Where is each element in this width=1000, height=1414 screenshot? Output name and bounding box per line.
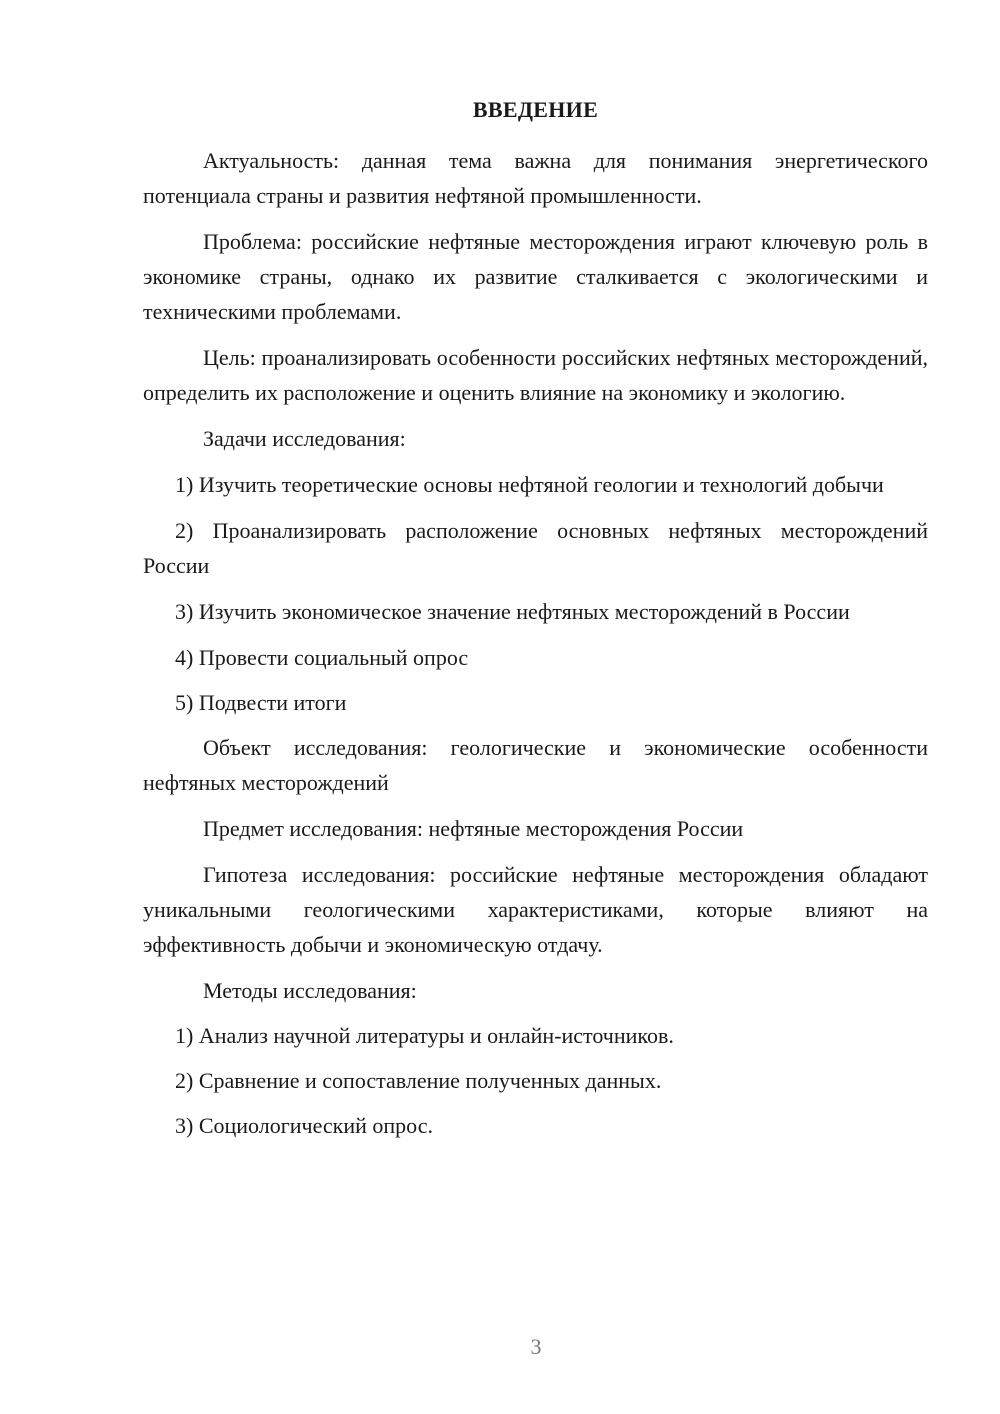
task-item: 1) Изучить теоретические основы нефтяной геологии и технологий добычи bbox=[175, 472, 884, 497]
task-item: 4) Провести социальный опрос bbox=[175, 645, 469, 670]
method-item: 2) Сравнение и сопоставление полученных данных. bbox=[175, 1068, 662, 1093]
object-paragraph: Объект исследования: геологические и экономические особенности нефтяных месторождений bbox=[143, 735, 928, 795]
task-item: 3) Изучить экономическое значение нефтяных месторождений в России bbox=[175, 599, 850, 624]
page-number: 3 bbox=[530, 1334, 542, 1359]
methods-heading: Методы исследования: bbox=[203, 978, 417, 1003]
method-item: 3) Социологический опрос. bbox=[175, 1113, 433, 1138]
task-item: 5) Подвести итоги bbox=[175, 690, 347, 715]
task-item: 2) Проанализировать расположение основных нефтяных месторождений России bbox=[143, 518, 928, 578]
hypothesis-paragraph: Гипотеза исследования: российские нефтяные месторождения обладают уникальными геологическими характеристиками, которые влияют на эффективность добычи и экономическую отдачу. bbox=[143, 862, 928, 957]
problem-paragraph: Проблема: российские нефтяные месторождения играют ключевую роль в экономике страны, однако их развитие сталкивается с экологическими и техническими проблемами. bbox=[143, 229, 928, 324]
page-title: ВВЕДЕНИЕ bbox=[472, 97, 599, 122]
relevance-paragraph: Актуальность: данная тема важна для понимания энергетического потенциала страны и развития нефтяной промышленности. bbox=[143, 148, 928, 208]
tasks-heading: Задачи исследования: bbox=[203, 426, 406, 451]
goal-paragraph: Цель: проанализировать особенности российских нефтяных месторождений, определить их расположение и оценить влияние на экономику и экологию. bbox=[143, 345, 928, 405]
document-body bbox=[143, 143, 928, 1153]
subject-paragraph: Предмет исследования: нефтяные месторождения России bbox=[203, 816, 744, 841]
method-item: 1) Анализ научной литературы и онлайн-источников. bbox=[175, 1023, 674, 1048]
